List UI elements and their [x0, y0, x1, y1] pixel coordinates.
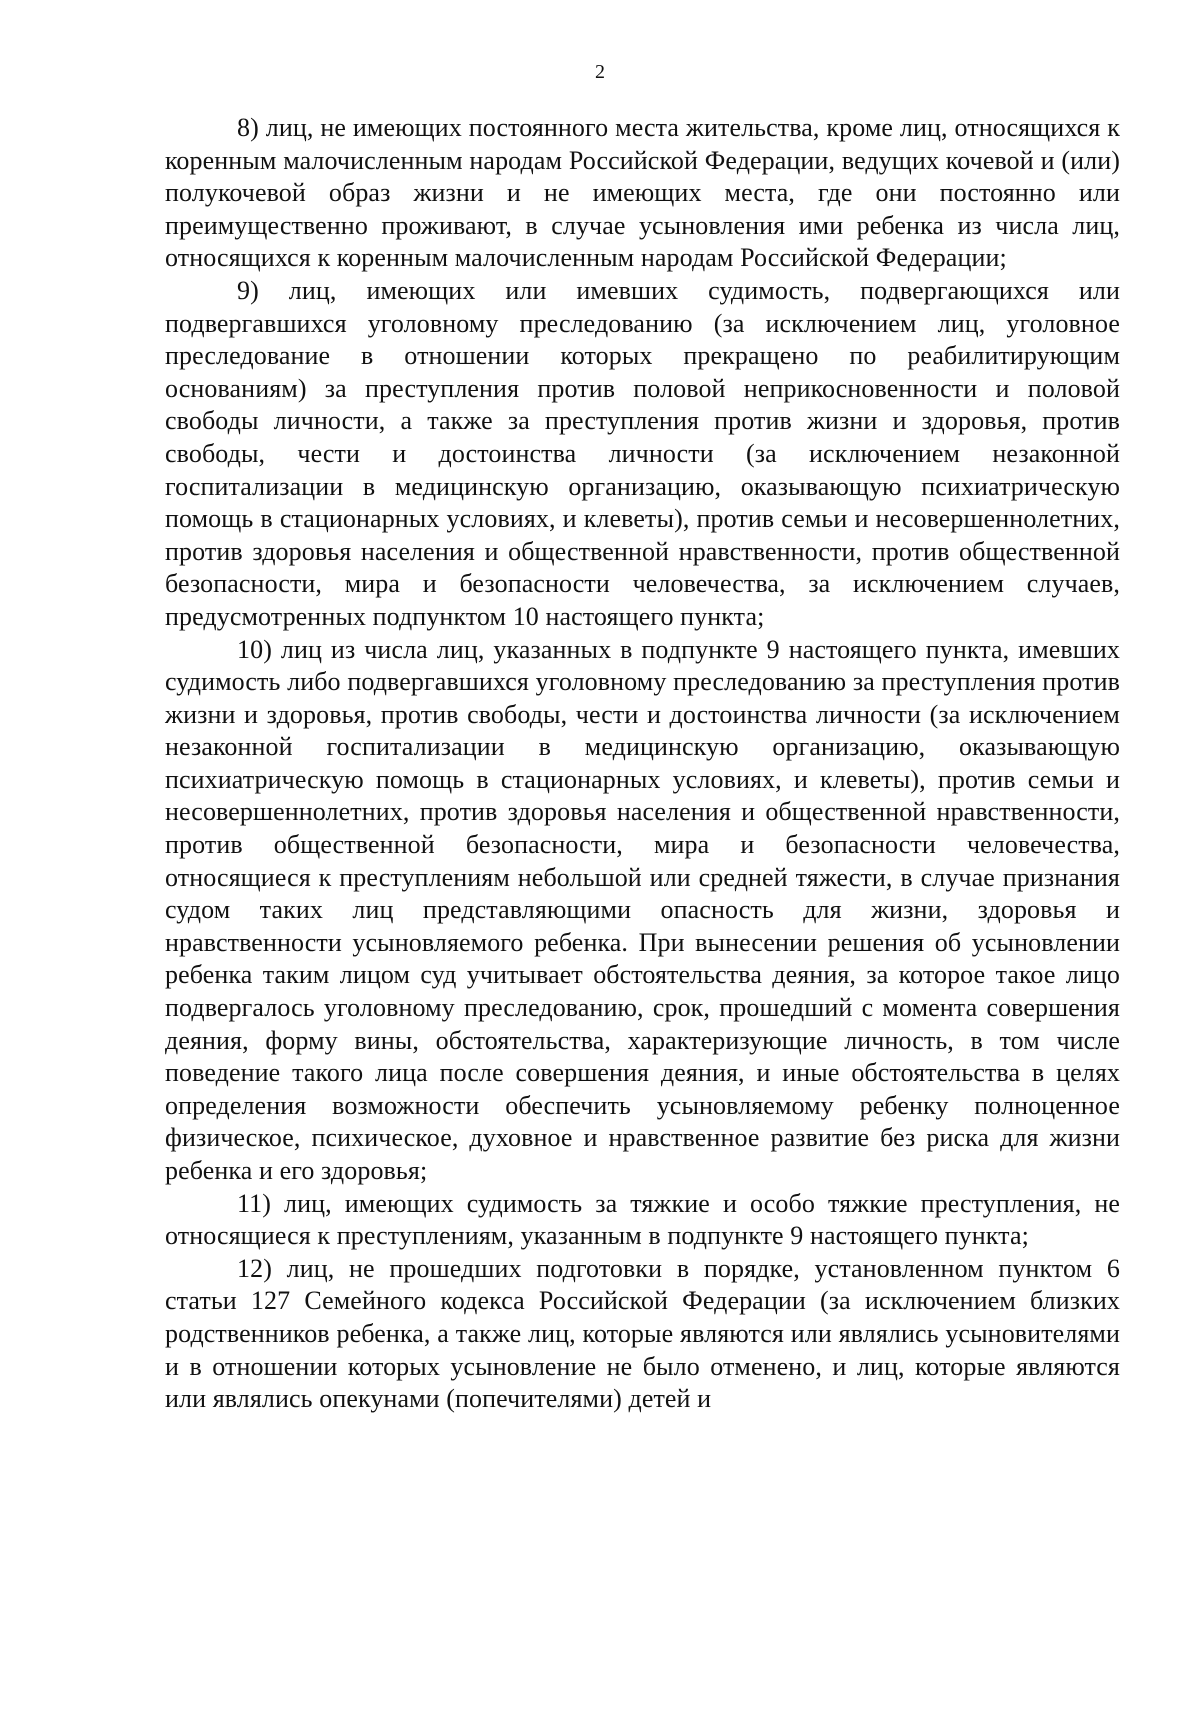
page-number: 2 — [595, 61, 605, 83]
paragraph-item-9: 9) лиц, имеющих или имевших судимость, подвергающихся или подвергавшихся уголовному преследованию (за исключением лиц, уголовное преследование в отношении которых прекращено по реабилитирующим основаниям) за преступления против половой неприкосновенности и половой свободы личности, а также за преступления против жизни и здоровья, против свободы, чести и достоинства личности (за исключением незаконной госпитализации в медицинскую организацию, оказывающую психиатрическую помощь в стационарных условиях, и клеветы), против семьи и несовершеннолетних, против здоровья населения и общественной нравственности, против общественной безопасности, мира и безопасности человечества, за исключением случаев, предусмотренных подпунктом 10 настоящего пункта; — [165, 275, 1120, 631]
paragraph-item-11: 11) лиц, имеющих судимость за тяжкие и особо тяжкие преступления, не относящиеся к преступлениям, указанным в подпункте 9 настоящего пункта; — [165, 1188, 1120, 1251]
paragraph-item-8: 8) лиц, не имеющих постоянного места жительства, кроме лиц, относящихся к коренным малочисленным народам Российской Федерации, ведущих кочевой и (или) полукочевой образ жизни и не имеющих места, где они постоянно или преимущественно проживают, в случае усыновления ими ребенка из числа лиц, относящихся к коренным малочисленным народам Российской Федерации; — [165, 113, 1120, 273]
paragraph-item-12: 12) лиц, не прошедших подготовки в порядке, установленном пунктом 6 статьи 127 Семейного кодекса Российской Федерации (за исключением близких родственников ребенка, а также лиц, которые являются или являлись усыновителями и в отношении которых усыновление не было отменено, и лиц, которые являются или являлись опекунами (попечителями) детей и — [165, 1253, 1120, 1414]
paragraph-item-10: 10) лиц из числа лиц, указанных в подпункте 9 настоящего пункта, имевших судимость либо подвергавшихся уголовному преследованию за преступления против жизни и здоровья, против свободы, чести и достоинства личности (за исключением незаконной госпитализации в медицинскую организацию, оказывающую психиатрическую помощь в стационарных условиях, и клеветы), против семьи и несовершеннолетних, против здоровья населения и общественной нравственности, против общественной безопасности, мира и безопасности человечества, относящиеся к преступлениям небольшой или средней тяжести, в случае признания судом таких лиц представляющими опасность для жизни, здоровья и нравственности усыновляемого ребенка. При вынесении решения об усыновлении ребенка таким лицом суд учитывает обстоятельства деяния, за которое такое лицо подвергалось уголовному преследованию, срок, прошедший с момента совершения деяния, форму вины, обстоятельства, характеризующие личность, в том числе поведение такого лица после совершения деяния, и иные обстоятельства в целях определения возможности обеспечить усыновляемому ребенку полноценное физическое, психическое, духовное и нравственное развитие без риска для жизни ребенка и его здоровья; — [165, 634, 1120, 1185]
document-body — [165, 112, 1120, 1416]
